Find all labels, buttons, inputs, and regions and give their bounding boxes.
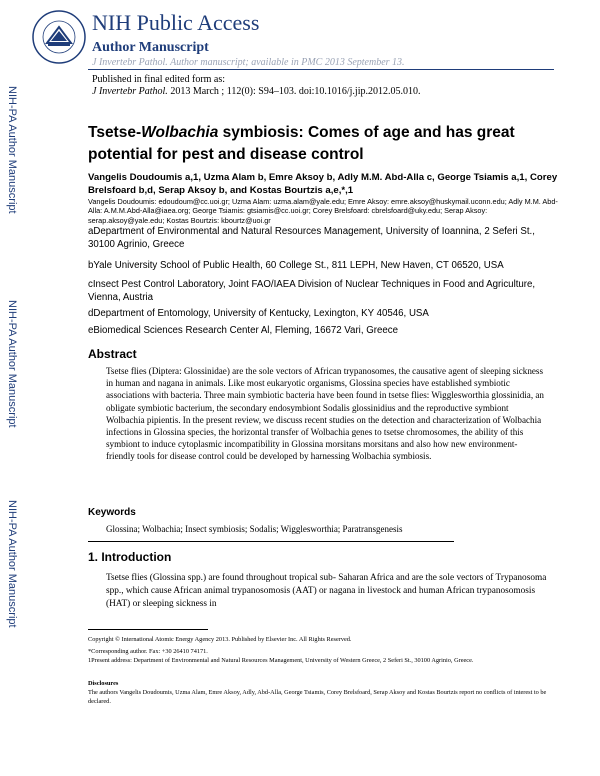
keywords-text: Glossina; Wolbachia; Insect symbiosis; Sodalis; Wigglesworthia; Paratransgenesis xyxy=(106,524,403,534)
published-note: Published in final edited form as: xyxy=(92,74,226,85)
citation-details: 2013 March ; 112(0): S94–103. doi:10.1016/j.jip.2012.05.010. xyxy=(167,86,421,97)
author-list: Vangelis Doudoumis a,1, Uzma Alam b, Emre Aksoy b, Adly M.M. Abd-Alla c, George Tsiamis a,1, Corey Brelsfoard b,d, Serap Aksoy b, and Kostas Bourtzis a,e,*,1 xyxy=(88,172,558,196)
journal-name: J Invertebr Pathol. xyxy=(92,86,168,97)
availability-note: J Invertebr Pathol. Author manuscript; available in PMC 2013 September 13. xyxy=(92,57,405,68)
citation xyxy=(92,86,421,97)
affiliation-e: eBiomedical Sciences Research Center Al, Fleming, 16672 Vari, Greece xyxy=(88,325,398,336)
sidebar-label: NIH-PA Author Manuscript xyxy=(6,300,18,428)
header-title: NIH Public Access xyxy=(92,10,260,35)
affiliation-c: cInsect Pest Control Laboratory, Joint FAO/IAEA Division of Nuclear Techniques in Food and Agriculture, Vienna, Austria xyxy=(88,279,536,303)
abstract-heading: Abstract xyxy=(88,347,137,361)
keywords-heading: Keywords xyxy=(88,507,136,518)
author-emails: Vangelis Doudoumis: edoudoum@cc.uoi.gr; Uzma Alam: uzma.alam@yale.edu; Emre Aksoy: emre.aksoy@huskymail.uconn.edu; Adly M.M. Abd-Alla: A.M.M.Abd-Alla@iaea.org; George Tsiamis: gtsiamis@cc.uoi.gr; Corey Brelsfoard: cbrelsfoard@uky.edu; Serap Aksoy: serap.aksoy@yale.edu; Kostas Bourtzis: kbourtz@uoi.gr xyxy=(88,197,558,225)
intro-heading: 1. Introduction xyxy=(88,550,172,564)
disclosures-heading: Disclosures xyxy=(88,680,119,687)
disclosures-text: The authors Vangelis Doudoumis, Uzma Alam, Emre Aksoy, Adly, Abd-Alla, George Tsiamis, Corey Brelsfoard, Serap Aksoy and Kostas Bourtzis report no conflicts of interest to be declared. xyxy=(88,689,547,705)
header-subtitle: Author Manuscript xyxy=(92,40,209,55)
affiliation-a: aDepartment of Environmental and Natural Resources Management, University of Ioannina, 2 Seferi St., 30100 Agrinio, Greece xyxy=(88,226,535,250)
affiliation-d: dDepartment of Entomology, University of Kentucky, Lexington, KY 40546, USA xyxy=(88,308,429,319)
corresponding-note: *Corresponding author. Fax: +30 26410 74171. xyxy=(88,648,208,655)
article-title: Tsetse-Wolbachia symbiosis: Comes of age and has great potential for pest and disease control xyxy=(88,124,515,163)
header-rule xyxy=(88,69,554,70)
footnote-rule xyxy=(88,629,208,630)
affiliation-b: bYale University School of Public Health, 60 College St., 811 LEPH, New Haven, CT 06520, USA xyxy=(88,260,504,271)
sidebar-label: NIH-PA Author Manuscript xyxy=(6,500,18,628)
present-address-note: 1Present address: Department of Environmental and Natural Resources Management, University of Western Greece, 2 Seferi St., 30100 Agrinio, Greece. xyxy=(88,657,474,664)
nih-logo xyxy=(32,10,86,64)
intro-text: Tsetse flies (Glossina spp.) are found throughout tropical sub- Saharan Africa and are the sole vectors of Trypanosoma spp., which cause African animal trypanosomosis (AAT) or nagana in livestock and human African trypanosomosis (HAT) or sleeping sickness in xyxy=(106,573,547,609)
keywords-rule xyxy=(88,541,454,542)
sidebar-label: NIH-PA Author Manuscript xyxy=(6,86,18,214)
abstract-text: Tsetse flies (Diptera: Glossinidae) are the sole vectors of African trypanosomes, the causative agent of sleeping sickness in human and nagana in animals. Like most eukaryotic organisms, Glossina species have established symbiotic associations with bacteria. Three main symbiotic bacteria have been found in tsetse flies: Wigglesworthia glossinidia, an obligate symbiotic bacterium, the secondary endosymbiont Sodalis glossinidius and the reproductive symbiont Wolbachia pipientis. In the present review, we discuss recent studies on the detection and characterization of Wolbachia infections in Glossina species, the horizontal transfer of Wolbachia genes to tsetse chromosomes, the ability of this symbiont to induce cytoplasmic incompatibility in Glossina morsitans morsitans and also how new environment-friendly tools for disease control could be developed by harnessing Wolbachia symbiosis. xyxy=(106,366,544,462)
copyright: Copyright © International Atomic Energy Agency 2013. Published by Elsevier Inc. All Rights Reserved. xyxy=(88,636,352,643)
